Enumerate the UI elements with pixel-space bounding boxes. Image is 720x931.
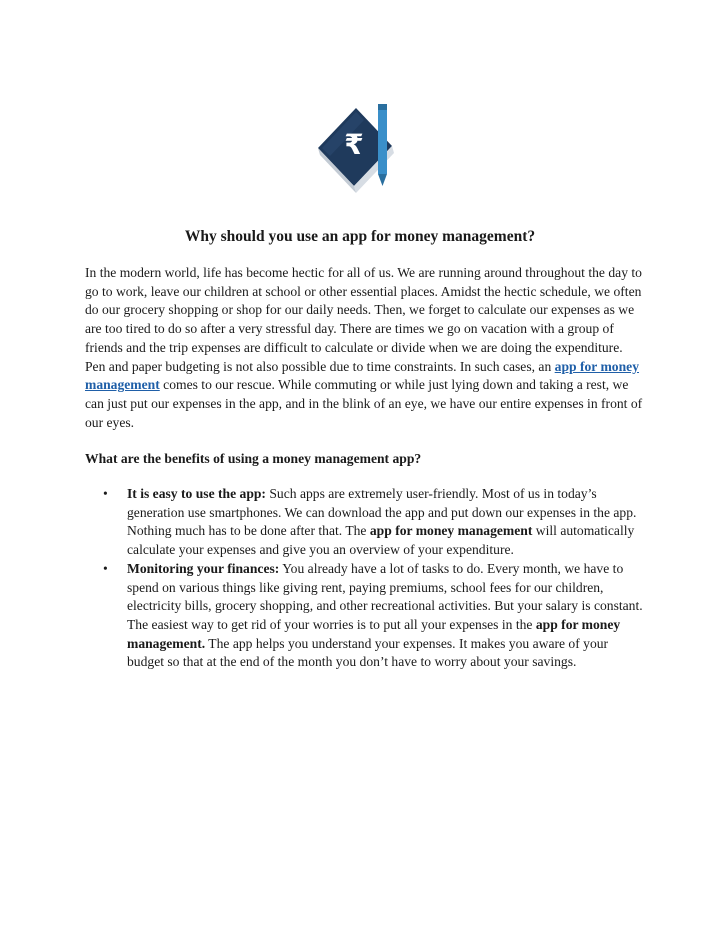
benefit-bold-text: app for money management. [127, 616, 621, 651]
list-item [85, 485, 645, 560]
benefit-title: Monitoring your finances: [127, 560, 280, 576]
benefit-bold-text: app for money management [369, 523, 533, 539]
benefit-text: Such apps are extremely user-friendly. Most of us in today’s generation use smartphones. We can download the app and put down our expenses in the app. Nothing much has to be done after that. The [127, 486, 637, 539]
benefit-text: will automatically calculate your expenses and give you an overview of your expenditure. [127, 523, 635, 558]
benefit-text: The app helps you understand your expenses. It makes you aware of your budget so that at the end of the month you don’t have to worry about your savings. [127, 635, 609, 670]
intro-text-2: comes to our rescue. While commuting or while just lying down and taking a rest, we can just put our expenses in the app, and in the blink of an eye, we have our entire expenses in front of our eyes. [85, 377, 643, 430]
bullet-icon: • [103, 486, 108, 501]
benefits-list [85, 485, 645, 672]
bullet-icon: • [103, 560, 108, 576]
benefit-text: You already have a lot of tasks to do. Every month, we have to spend on various things like giving rent, paying premiums, school fees for our children, electricity bills, grocery shopping, and other recreational activities. But your salary is constant. The easiest way to get rid of your worries is to put all your expenses in the [127, 560, 643, 632]
intro-text-1: In the modern world, life has become hectic for all of us. We are running around throughout the day to go to work, leave our children at school or other essential places. Amidst the hectic schedule, we often do our grocery shopping or shop for our daily needs. Then, we forget to calculate our expenses as we are too tired to do so after a very stressful day. There are times we go on vacation with a group of friends and the trip expenses are difficult to calculate or divide when we are doing the expenditure. Pen and paper budgeting is not also possible due to time constraints. In such cases, an [85, 265, 642, 374]
pencil-icon [378, 104, 387, 174]
rupee-book-logo [308, 98, 412, 198]
money-management-app-link[interactable]: app for money management [85, 358, 639, 393]
list-item [85, 560, 645, 672]
benefits-heading: What are the benefits of using a money management app? [85, 451, 422, 466]
rupee-symbol: ₹ [344, 128, 364, 161]
benefit-title: It is easy to use the app: [127, 486, 266, 501]
intro-paragraph [85, 264, 645, 432]
document-title: Why should you use an app for money management? [184, 228, 536, 245]
